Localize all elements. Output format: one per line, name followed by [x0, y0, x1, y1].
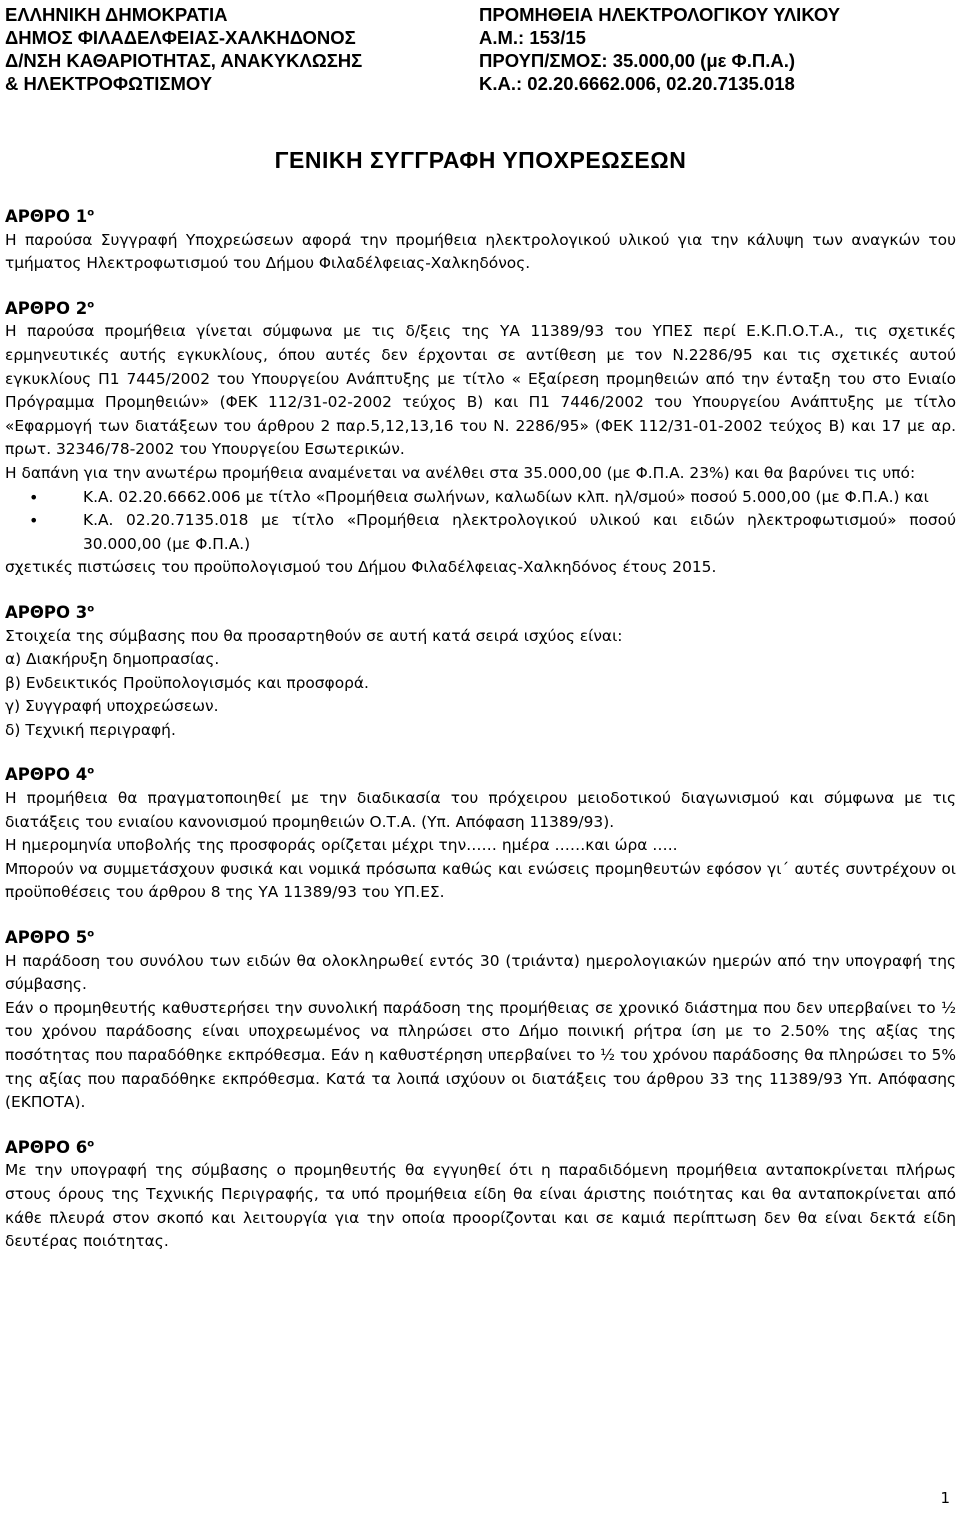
list-item: δ) Τεχνική περιγραφή.: [5, 720, 176, 739]
article-4-deadline: Η ημερομηνία υποβολής της προσφοράς ορίζεται μέχρι την…… ημέρα ……και ώρα …..: [5, 836, 678, 855]
budget-codes-list: [5, 486, 956, 557]
project-line: Κ.Α.: 02.20.6662.006, 02.20.7135.018: [479, 73, 795, 94]
article-4-heading: ΑΡΘΡΟ $4^o$: [5, 765, 95, 785]
article-6-heading: ΑΡΘΡΟ $6^o$: [5, 1137, 95, 1157]
article-5-heading: ΑΡΘΡΟ $5^o$: [5, 928, 95, 948]
document-body: [5, 205, 956, 1254]
article-1-text: Η παρούσα Συγγραφή Υποχρεώσεων αφορά την προμήθεια ηλεκτρολογικού υλικού για την κάλυψη των αναγκών του τμήματος Ηλεκτροφωτισμού του Δήμου Φιλαδέλφειας-Χαλκηδόνος.: [5, 230, 956, 273]
issuer-line: ΔΗΜΟΣ ΦΙΛΑΔΕΛΦΕΙΑΣ-ΧΑΛΚΗΔΟΝΟΣ: [5, 27, 356, 48]
article-5-penalty: Εάν ο προμηθευτής καθυστερήσει την συνολική παράδοση της προμήθειας σε χρονικό διάστημα που δεν υπερβαίνει το ½ του χρόνου παράδοσης είναι υποχρεωμένος να πληρώσει στο Δήμο ποινική ρήτρα ίση με το 2.50% της αξίας της ποσότητας που παραδόθηκε εκπρόθεσμα. Εάν η καθυστέρηση υπερβαίνει το ½ του χρόνου παράδοσης θα πληρώσει το 5% της αξίας που παραδόθηκε εκπρόθεσμα. Κατά τα λοιπά ισχύουν οι διατάξεις του άρθρου 33 της 11389/93 Υπ. Απόφασης (ΕΚΠΟΤΑ).: [5, 998, 956, 1112]
issuer-block: [5, 3, 362, 95]
article-3-heading: ΑΡΘΡΟ $3^o$: [5, 602, 95, 622]
page-number: 1: [940, 1489, 950, 1507]
article-6-text: Με την υπογραφή της σύμβασης ο προμηθευτής θα εγγυηθεί ότι η παραδιδόμενη προμήθεια ανταποκρίνεται πλήρως στους όρους της Τεχνικής Περιγραφής, τα υπό προμήθεια είδη θα είναι άριστης ποιότητας και θα ανταποκρίνεται από κάθε πλευρά στον σκοπό και λειτουργία για την οποία προορίζονται και σε καμιά περίπτωση δεν θα είναι δεκτά είδη δευτέρας ποιότητας.: [5, 1161, 956, 1251]
list-item: • Κ.Α. 02.20.6662.006 με τίτλο «Προμήθεια σωλήνων, καλωδίων κλπ. ηλ/σμού» ποσού 5.000,00 (με Φ.Π.Α.) και: [5, 486, 956, 510]
list-item: β) Ενδεικτικός Προϋπολογισμός και προσφορά.: [5, 673, 369, 692]
list-item: γ) Συγγραφή υποχρεώσεων.: [5, 697, 219, 716]
article-2-heading: ΑΡΘΡΟ $2^o$: [5, 298, 95, 318]
project-line: ΠΡΟΜΗΘΕΙΑ ΗΛΕΚΤΡΟΛΟΓΙΚΟΥ ΥΛΙΚΟΥ: [479, 4, 841, 25]
article-4-participants: Μπορούν να συμμετάσχουν φυσικά και νομικά πρόσωπα καθώς και ενώσεις προμηθευτών εφόσον γι΄ αυτές συντρέχουν οι προϋποθέσεις του άρθρου 8 της ΥΑ 11389/93 του ΥΠ.ΕΣ.: [5, 859, 956, 902]
list-item: • Κ.Α. 02.20.7135.018 με τίτλο «Προμήθεια ηλεκτρολογικού υλικού και ειδών ηλεκτροφωτισμού» ποσού 30.000,00 (με Φ.Π.Α.): [5, 509, 956, 556]
project-block: [479, 3, 840, 95]
project-line: ΠΡΟΥΠ/ΣΜΟΣ: 35.000,00 (με Φ.Π.Α.): [479, 50, 796, 71]
article-3-text: Στοιχεία της σύμβασης που θα προσαρτηθούν σε αυτή κατά σειρά ισχύος είναι:: [5, 626, 623, 645]
document-title: ΓΕΝΙΚΗ ΣΥΓΓΡΑΦΗ ΥΠΟΧΡΕΩΣΕΩΝ: [274, 147, 687, 173]
project-line: Α.Μ.: 153/15: [479, 27, 586, 48]
issuer-line: ΕΛΛΗΝΙΚΗ ΔΗΜΟΚΡΑΤΙΑ: [5, 4, 228, 25]
article-2-text: Η παρούσα προμήθεια γίνεται σύμφωνα με τις δ/ξεις της ΥΑ 11389/93 του ΥΠΕΣ περί Ε.Κ.Π.Ο.Τ.Α., τις σχετικές ερμηνευτικές αυτής εγκυκλίους, όπου αυτές δεν έρχονται σε αντίθεση με τον Ν.2286/95 και τις σχετικές αυτού εγκυκλίους Π1 7445/2002 του Υπουργείου Ανάπτυξης με τίτλο « Εξαίρεση προμηθειών από την ένταξη του στο Ενιαίο Πρόγραμμα Προμηθειών» (ΦΕΚ 112/31-02-2002 τεύχος Β) και Π1 7446/2002 του Υπουργείου Ανάπτυξης με τίτλο «Εφαρμογή των διατάξεων του άρθρου 2 παρ.5,12,13,16 του Ν. 2286/95» (ΦΕΚ 112/31-01-2002 τεύχος Β) και 17 με αρ. πρωτ. 32346/78-2002 του Υπουργείου Εσωτερικών.: [5, 322, 956, 459]
list-item: α) Διακήρυξη δημοπρασίας.: [5, 650, 220, 669]
article-4-text: Η προμήθεια θα πραγματοποιηθεί με την διαδικασία του πρόχειρου μειοδοτικού διαγωνισμού και σύμφωνα με τις διατάξεις του ενιαίου κανονισμού προμηθειών Ο.Τ.Α. (Υπ. Απόφαση 11389/93).: [5, 789, 956, 831]
article-1-heading: ΑΡΘΡΟ $1^o$: [5, 207, 95, 226]
article-2-budget: Η δαπάνη για την ανωτέρω προμήθεια αναμένεται να ανέλθει στα 35.000,00 (με Φ.Π.Α. 23%) και θα βαρύνει τις υπό:: [5, 463, 916, 482]
document-header: [5, 0, 956, 112]
article-5-text: Η παράδοση του συνόλου των ειδών θα ολοκληρωθεί εντός 30 (τριάντα) ημερολογιακών ημερών από την υπογραφή της σύμβασης.: [5, 951, 956, 994]
article-2-credits: σχετικές πιστώσεις του προϋπολογισμού του Δήμου Φιλαδέλφειας-Χαλκηδόνος έτους 2015.: [5, 558, 717, 577]
issuer-line: & ΗΛΕΚΤΡΟΦΩΤΙΣΜΟΥ: [5, 73, 213, 94]
issuer-line: Δ/ΝΣΗ ΚΑΘΑΡΙΟΤΗΤΑΣ, ΑΝΑΚΥΚΛΩΣΗΣ: [5, 50, 363, 71]
